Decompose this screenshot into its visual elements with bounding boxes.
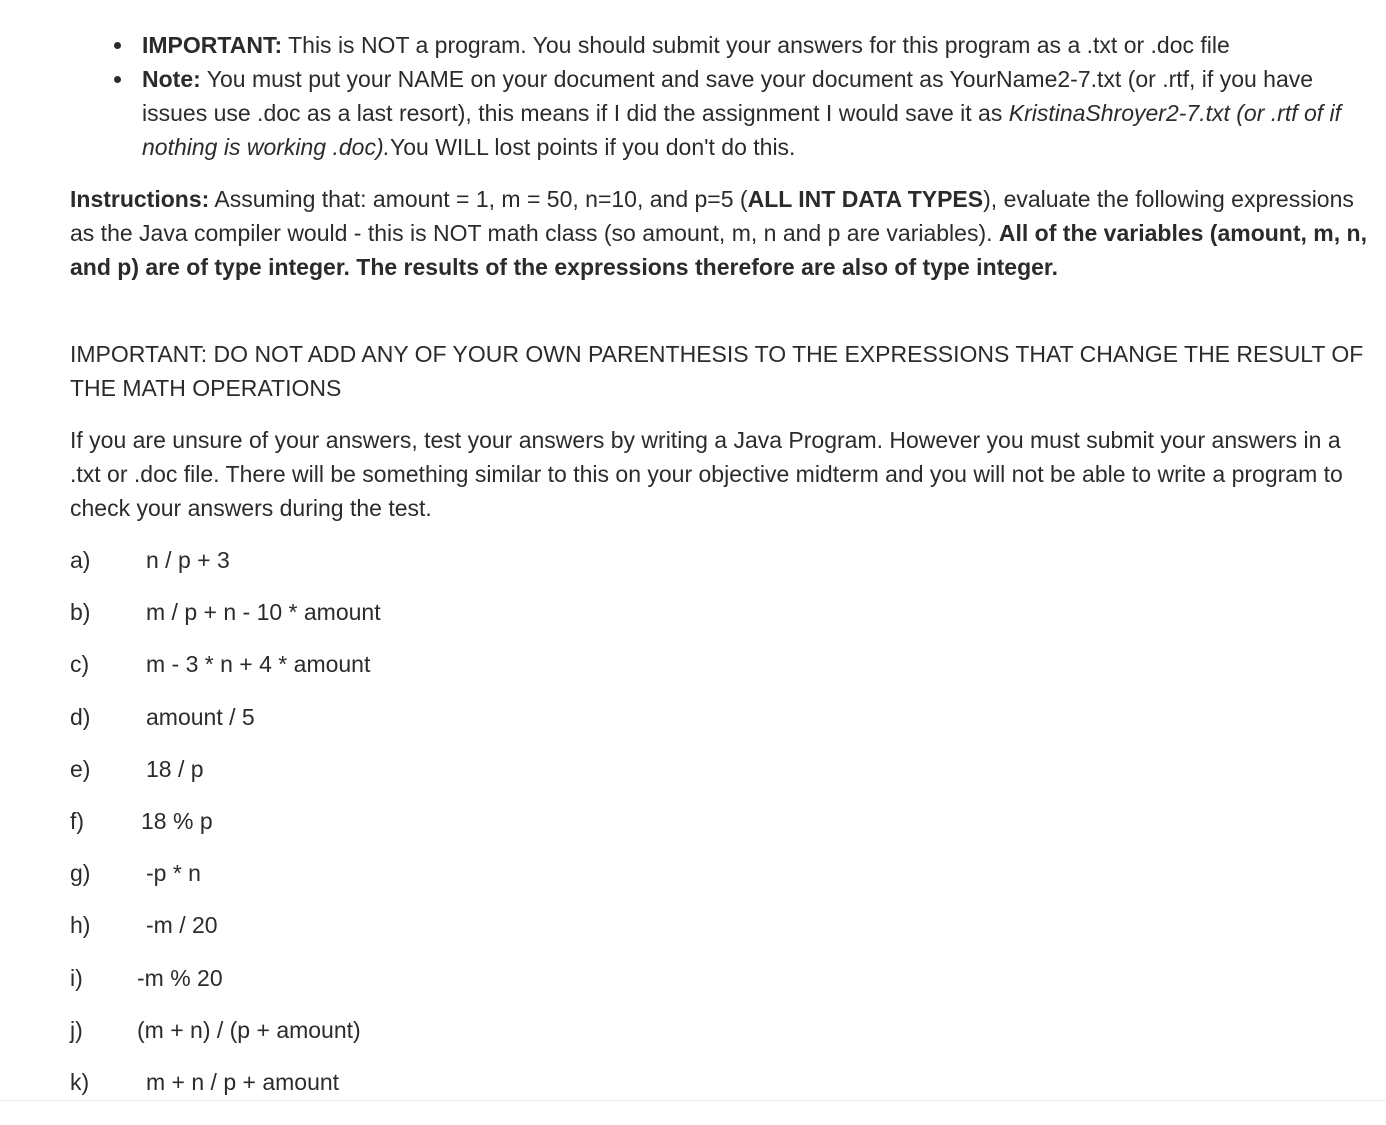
bullet-label: IMPORTANT: (142, 32, 283, 58)
question-item-f (70, 804, 870, 856)
instructions-data-types: ALL INT DATA TYPES (747, 186, 984, 212)
question-expression: 18 / p (146, 755, 204, 782)
instructions-label: Instructions: (70, 186, 210, 212)
question-item-i (70, 961, 870, 1013)
instructions-type-note: All of the variables (amount, m, n, and p) are of type integer. The results of the expressions therefore are also of type integer. (70, 220, 1367, 280)
question-expression: amount / 5 (146, 703, 255, 730)
question-expression: m - 3 * n + 4 * amount (146, 651, 371, 678)
question-letter: i) (70, 964, 83, 991)
question-expression: -m / 20 (146, 912, 218, 939)
bullet-list (108, 28, 1378, 164)
question-expression: -p * n (146, 860, 201, 887)
question-letter: a) (70, 547, 91, 573)
unsure-note-paragraph: If you are unsure of your answers, test your answers by writing a Java Program. However you must submit your answers in a .txt or .doc file. There will be something similar to this on your objective midterm and you will not be able to write a program to check your answers during the test. (70, 427, 1343, 521)
question-expression: m + n / p + amount (146, 1068, 340, 1095)
question-item-d (70, 700, 870, 752)
bullet-item-note (108, 62, 1378, 164)
question-expression: (m + n) / (p + amount) (137, 1016, 361, 1043)
question-item-e (70, 752, 870, 804)
bullet-text: You must put your NAME on your document and save your document as YourName2-7.txt (or .rtf, if you have issues use .doc as a last resort), this means if I did the assignment I would save it as (142, 66, 1314, 126)
question-item-k (70, 1065, 870, 1117)
question-expression: m / p + n - 10 * amount (146, 599, 381, 626)
question-letter: k) (70, 1068, 90, 1095)
question-letter: j) (70, 1016, 83, 1043)
instructions-text-2: ), evaluate the following expressions as the Java compiler would - this is NOT math class (so amount, m, n and p are variables). (70, 186, 1354, 246)
question-letter: d) (70, 703, 91, 730)
bullet-warning: You WILL lost points if you don't do this. (390, 134, 796, 160)
question-item-a (70, 543, 870, 595)
question-item-b (70, 595, 870, 647)
question-list (70, 543, 870, 1117)
question-expression: 18 % p (141, 807, 213, 834)
question-letter: e) (70, 755, 91, 782)
question-letter: b) (70, 599, 91, 626)
question-expression: n / p + 3 (146, 547, 230, 573)
bullet-text: This is NOT a program. You should submit your answers for this program as a .txt or .doc file (282, 32, 1230, 58)
question-item-h (70, 908, 870, 960)
bullet-label: Note: (142, 66, 201, 92)
important-parenthesis-note: IMPORTANT: DO NOT ADD ANY OF YOUR OWN PARENTHESIS TO THE EXPRESSIONS THAT CHANGE THE RESULT OF THE MATH OPERATIONS (70, 341, 1364, 401)
question-expression: -m % 20 (137, 964, 223, 991)
question-letter: h) (70, 912, 91, 939)
question-item-j (70, 1013, 870, 1065)
instructions-paragraph (70, 182, 1370, 284)
question-letter: c) (70, 651, 90, 678)
instructions-text-1: Assuming that: amount = 1, m = 50, n=10, and p=5 ( (209, 186, 748, 212)
question-letter: g) (70, 860, 91, 887)
question-item-c (70, 647, 870, 699)
bullet-item-important (108, 28, 1378, 62)
question-item-g (70, 856, 870, 908)
bullet-dot-icon (114, 42, 121, 49)
bullet-dot-icon (114, 76, 121, 83)
question-letter: f) (70, 807, 85, 834)
bullet-filename-example: KristinaShroyer2-7.txt (or .rtf of if nothing is working .doc). (142, 100, 1342, 160)
